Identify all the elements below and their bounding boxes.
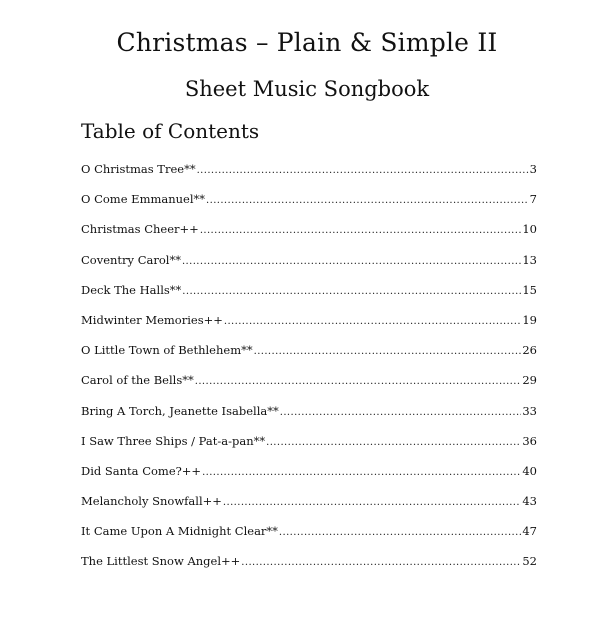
toc-entry-page: 19	[522, 312, 537, 327]
toc-entry-page: 10	[522, 222, 537, 237]
toc-heading: Table of Contents	[81, 119, 260, 143]
toc-entry	[81, 521, 537, 551]
toc-entry-title: I Saw Three Ships / Pat-a-pan**	[81, 433, 266, 448]
dot-leader	[195, 372, 522, 392]
toc-entry	[81, 340, 537, 370]
toc-entry	[81, 491, 537, 521]
toc-entry-page: 33	[522, 403, 537, 418]
dot-leader	[182, 252, 521, 272]
toc-entry-title: Coventry Carol**	[81, 252, 181, 267]
toc-entry-title: O Christmas Tree**	[81, 162, 196, 176]
toc-entry-title: Carol of the Bells**	[81, 373, 194, 388]
toc-entry	[81, 250, 537, 280]
toc-entry-page: 7	[529, 192, 537, 207]
toc-entry	[81, 370, 537, 400]
toc-entry-title: Deck The Halls**	[81, 282, 182, 297]
toc-entry-page: 43	[522, 494, 537, 509]
dot-leader	[254, 342, 522, 362]
toc-entry-title: The Littlest Snow Angel++	[81, 554, 241, 569]
toc-entry-page: 26	[522, 343, 537, 358]
dot-leader	[197, 161, 529, 181]
toc-entry-title: O Little Town of Bethlehem**	[81, 343, 253, 358]
toc-entry-page: 13	[522, 252, 537, 267]
toc-entry	[81, 431, 537, 461]
toc-entry	[81, 159, 537, 189]
toc-entry-page: 52	[522, 554, 537, 569]
toc-entry-page: 3	[529, 162, 537, 176]
toc-entry-page: 29	[522, 373, 537, 388]
toc-entry	[81, 461, 537, 491]
songbook-subtitle: Sheet Music Songbook	[184, 77, 430, 101]
toc-entry-title: Midwinter Memories++	[81, 312, 223, 327]
toc-entry	[81, 310, 537, 340]
toc-entry	[81, 401, 537, 431]
songbook-title: Christmas – Plain & Simple II	[116, 28, 498, 57]
toc-entry-page: 36	[522, 433, 537, 448]
dot-leader	[202, 463, 521, 483]
dot-leader	[223, 493, 521, 513]
toc-entry	[81, 280, 537, 310]
dot-leader	[200, 221, 522, 241]
dot-leader	[280, 403, 522, 423]
toc-entry	[81, 189, 537, 219]
toc-entry-page: 15	[522, 282, 537, 297]
dot-leader	[224, 312, 521, 332]
toc-entry	[81, 219, 537, 249]
dot-leader	[266, 433, 521, 453]
toc-entry	[81, 551, 537, 581]
toc-entry-title: Did Santa Come?++	[81, 463, 202, 478]
toc-entry-page: 47	[522, 524, 537, 539]
toc-entry-title: It Came Upon A Midnight Clear**	[81, 524, 278, 539]
toc-list	[81, 159, 537, 582]
toc-entry-title: Melancholy Snowfall++	[81, 494, 222, 509]
dot-leader	[206, 191, 529, 211]
toc-entry-title: Christmas Cheer++	[81, 222, 199, 237]
toc-entry-page: 40	[522, 463, 537, 478]
dot-leader	[241, 553, 521, 573]
toc-entry-title: O Come Emmanuel**	[81, 192, 206, 207]
dot-leader	[182, 282, 521, 302]
dot-leader	[279, 523, 521, 543]
toc-entry-title: Bring A Torch, Jeanette Isabella**	[81, 403, 279, 418]
